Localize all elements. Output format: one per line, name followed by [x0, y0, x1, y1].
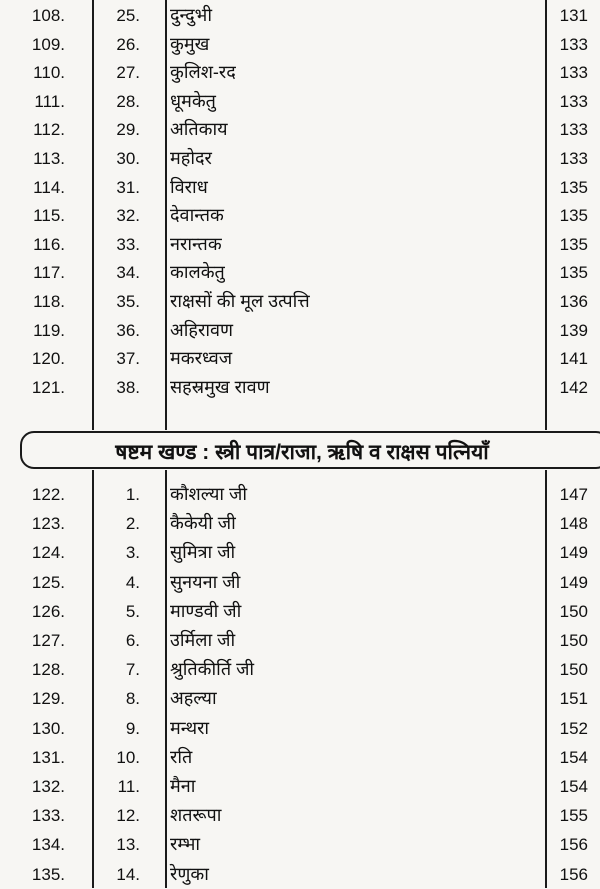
sub-number: 14. — [116, 864, 140, 884]
page-number: 133 — [559, 34, 588, 54]
entry-number: 127. — [31, 631, 65, 650]
entry-number: 119. — [33, 320, 65, 340]
table-row — [0, 88, 600, 116]
page-number: 147 — [559, 485, 588, 504]
entry-number: 135. — [31, 864, 65, 884]
table-row — [0, 116, 600, 144]
sub-number: 7. — [125, 660, 140, 680]
page-number: 133 — [559, 149, 588, 168]
sub-number: 9. — [125, 718, 140, 738]
sub-number: 29. — [116, 120, 140, 140]
sub-number: 11. — [117, 777, 140, 796]
table-row — [0, 598, 600, 626]
entry-number: 131. — [31, 747, 65, 767]
entry-number: 118. — [33, 292, 65, 311]
page-number: 152 — [559, 718, 588, 738]
entry-number: 129. — [31, 689, 65, 709]
sub-number: 35. — [116, 292, 140, 311]
page-number: 150 — [559, 601, 588, 621]
page-number: 133 — [559, 63, 588, 83]
entry-number: 128. — [31, 660, 65, 680]
sub-number: 31. — [116, 177, 140, 197]
entry-number: 130. — [31, 718, 65, 738]
table-row — [0, 773, 600, 801]
sub-number: 4. — [125, 572, 140, 592]
sub-number: 6. — [125, 631, 140, 650]
page-number: 149 — [559, 572, 588, 592]
page-number: 149 — [559, 543, 588, 563]
entry-title: विराध — [170, 176, 208, 197]
entry-number: 108. — [31, 6, 65, 25]
page-number: 148 — [559, 514, 588, 534]
sub-number: 36. — [116, 320, 140, 340]
page-number: 135 — [559, 177, 588, 197]
page-number: 141 — [559, 349, 588, 369]
entry-title: सुनयना जी — [170, 571, 241, 592]
entry-title: मैना — [170, 776, 196, 796]
table-row — [0, 802, 600, 830]
entry-title: महोदर — [170, 148, 212, 168]
table-row — [0, 31, 600, 59]
entry-title: धूमकेतु — [170, 90, 216, 111]
entry-number: 113. — [33, 149, 65, 168]
entry-number: 125. — [31, 572, 65, 592]
table-row — [0, 481, 600, 509]
entry-number: 122. — [31, 485, 65, 504]
page-number: 139 — [559, 320, 588, 340]
table-row — [0, 317, 600, 345]
sub-number: 25. — [116, 6, 140, 25]
section-heading: षष्टम खण्ड : स्त्री पात्र/राजा, ऋषि व राक्षस पत्नियाँ — [115, 441, 489, 464]
entry-title: मकरध्वज — [170, 348, 233, 369]
entry-number: 132. — [31, 777, 65, 796]
entry-title: अहल्या — [170, 688, 217, 709]
table-row — [0, 174, 600, 202]
entry-title: माण्डवी जी — [170, 600, 242, 621]
entry-number: 112. — [33, 120, 65, 140]
entry-title: श्रुतिकीर्ति जी — [170, 659, 255, 680]
page-number: 135 — [559, 234, 588, 254]
entry-number: 124. — [31, 543, 65, 563]
entry-title: शतरूपा — [170, 805, 222, 826]
entry-title: कालकेतु — [170, 262, 225, 283]
entry-number: 120. — [31, 349, 65, 369]
entry-title: कैकेयी जी — [170, 513, 236, 534]
entry-title: मन्थरा — [170, 717, 210, 738]
page-number: 131 — [559, 6, 588, 25]
sub-number: 32. — [116, 206, 140, 226]
table-row — [0, 259, 600, 287]
entry-title: देवान्तक — [170, 205, 224, 226]
entry-number: 126. — [31, 601, 65, 621]
entry-title: सहस्रमुख रावण — [170, 376, 270, 397]
page-number: 150 — [559, 660, 588, 680]
entry-title: रति — [170, 746, 193, 767]
entry-title: उर्मिला जी — [170, 630, 236, 650]
entry-number: 117. — [33, 263, 65, 283]
sub-number: 12. — [116, 806, 140, 826]
entry-title: कुलिश-रद — [170, 62, 236, 83]
table-row — [0, 345, 600, 373]
sub-number: 13. — [116, 835, 140, 855]
page-number: 136 — [559, 292, 588, 311]
sub-number: 38. — [116, 377, 140, 397]
table-row — [0, 288, 600, 316]
page-number: 154 — [559, 747, 588, 767]
table-row — [0, 374, 600, 402]
sub-number: 10. — [116, 747, 140, 767]
entry-number: 116. — [33, 234, 65, 254]
table-row — [0, 656, 600, 684]
table-row — [0, 569, 600, 597]
sub-number: 26. — [116, 34, 140, 54]
table-row — [0, 831, 600, 859]
page-number: 155 — [559, 806, 588, 826]
entry-number: 133. — [31, 806, 65, 826]
table-row — [0, 510, 600, 538]
sub-number: 5. — [125, 601, 140, 621]
entry-number: 115. — [33, 206, 65, 226]
entry-title: कौशल्या जी — [170, 484, 248, 504]
table-row — [0, 715, 600, 743]
table-row — [0, 2, 600, 30]
entry-title: रम्भा — [170, 834, 201, 855]
table-row — [0, 861, 600, 889]
entry-title: रेणुका — [170, 863, 209, 884]
sub-number: 8. — [125, 689, 140, 709]
entry-number: 114. — [33, 177, 65, 197]
entry-title: राक्षसों की मूल उत्पत्ति — [170, 291, 310, 311]
page-number: 156 — [559, 864, 588, 884]
sub-number: 37. — [116, 349, 140, 369]
page-number: 133 — [559, 120, 588, 140]
page-number: 151 — [559, 689, 588, 709]
table-row — [0, 202, 600, 230]
entry-title: अहिरावण — [170, 319, 234, 340]
page-number: 156 — [559, 835, 588, 855]
entry-title: दुन्दुभी — [170, 5, 212, 25]
sub-number: 34. — [116, 263, 140, 283]
entry-number: 110. — [33, 63, 65, 83]
sub-number: 2. — [125, 514, 140, 534]
sub-number: 3. — [125, 543, 140, 563]
table-row — [0, 59, 600, 87]
table-row — [0, 744, 600, 772]
sub-number: 33. — [116, 234, 140, 254]
section-heading-box — [20, 431, 600, 469]
entry-title: अतिकाय — [170, 119, 228, 140]
entry-title: कुमुख — [170, 33, 210, 54]
entry-number: 111. — [34, 91, 65, 111]
page-number: 150 — [559, 631, 588, 650]
sub-number: 27. — [116, 63, 140, 83]
page-number: 133 — [559, 91, 588, 111]
entry-number: 121. — [31, 377, 65, 397]
entry-title: सुमित्रा जी — [170, 542, 236, 563]
page-number: 154 — [559, 777, 588, 796]
entry-number: 134. — [31, 835, 65, 855]
entry-title: नरान्तक — [170, 233, 222, 254]
table-row — [0, 231, 600, 259]
page-number: 135 — [559, 206, 588, 226]
entry-number: 123. — [31, 514, 65, 534]
sub-number: 30. — [116, 149, 140, 168]
table-row — [0, 627, 600, 655]
page-number: 142 — [559, 377, 588, 397]
sub-number: 1. — [125, 485, 140, 504]
table-row — [0, 539, 600, 567]
sub-number: 28. — [116, 91, 140, 111]
table-row — [0, 145, 600, 173]
table-row — [0, 685, 600, 713]
page-number: 135 — [559, 263, 588, 283]
entry-number: 109. — [31, 34, 65, 54]
